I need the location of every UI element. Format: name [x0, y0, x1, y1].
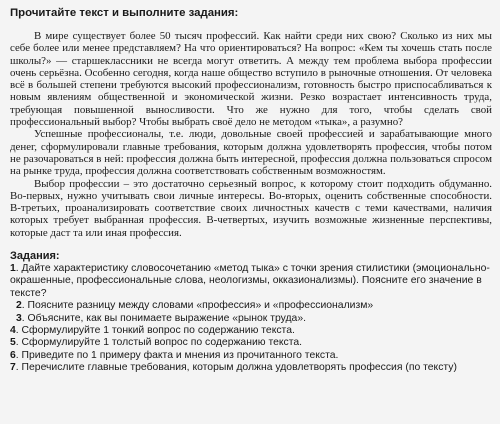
task-text: . Сформулируйте 1 тонкий вопрос по содержанию текста. — [15, 325, 295, 337]
task-item — [10, 337, 492, 349]
task-number: 1 — [10, 263, 16, 275]
document-heading: Прочитайте текст и выполните задания: — [10, 7, 239, 19]
task-text: . Поясните разницу между словами «профессия» и «профессионализм» — [21, 300, 374, 312]
paragraph-3: Выбор профессии – это достаточно серьезный вопрос, к которому стоит подходить обдуманно. Во-первых, нужно учитывать свои личные интересы. Во-вторых, оценить собственные способности. В-третьих, проанализировать соответствие своих личностных качеств с теми качествами, наличия которых требует выбранная профессия. В-четвертых, изучить возможные жизненные перспективы, которые даст та или иная профессия. — [10, 177, 492, 239]
paragraph-1: В мире существует более 50 тысяч профессий. Как найти среди них свою? Сколько из них мы себе более или менее представляем? На что ориентироваться? На вопрос: «Кем ты хочешь стать после школы?» — старшеклассники не всегда могут ответить. А между тем проблема выбора профессии очень серьёзна. Особенно сегодня, когда наше общество вступило в рыночные отношения. От человека всё в большей степени требуются высокий профессионализм, готовность быстро приспосабливаться к новым явлениям общественной и экономической жизни. Резко возрастает интенсивность труда, требующая повышенной выносливости. Что же нужно для того, чтобы сделать свой профессиональный выбор? Чтобы выбрать своё дело не методом «тыка», а разумно? — [10, 30, 492, 129]
task-text: . Сформулируйте 1 толстый вопрос по содержанию текста. — [15, 337, 303, 349]
tasks-title: Задания: — [10, 250, 60, 263]
task-number: 4 — [10, 325, 16, 337]
task-item — [10, 263, 492, 300]
task-text: . Объясните, как вы понимаете выражение «рынок труда». — [21, 312, 307, 324]
task-number: 5 — [10, 337, 16, 349]
task-item — [10, 325, 492, 337]
task-number: 3 — [16, 312, 22, 324]
tasks-section — [10, 250, 492, 375]
task-item — [10, 350, 492, 362]
task-text: . Приведите по 1 примеру факта и мнения из прочитанного текста. — [15, 349, 339, 361]
task-item — [10, 313, 492, 325]
task-item — [10, 300, 492, 312]
task-text: . Дайте характеристику словосочетанию «метод тыка» с точки зрения стилистики (эмоционально-окрашенные, профессиональные слова, неологизмы, окказионализмы). Поясните его значение в тексте? — [10, 263, 490, 299]
task-text: . Перечислите главные требования, которым должна удовлетворять профессия (по тексту) — [15, 362, 457, 374]
task-item — [10, 362, 492, 374]
task-number: 7 — [10, 362, 16, 374]
paragraph-2: Успешные профессионалы, т.е. люди, довольные своей профессией и зарабатывающие много денег, сформулировали главные требования, которым должна удовлетворять профессия, чтобы потом не разочароваться в ней: профессия должна быть интересной, профессия должна пользоваться спросом на рынке труда, профессия должна соответствовать собственным возможностям. — [10, 128, 492, 178]
task-number: 2 — [16, 300, 22, 312]
task-number: 6 — [10, 349, 16, 361]
